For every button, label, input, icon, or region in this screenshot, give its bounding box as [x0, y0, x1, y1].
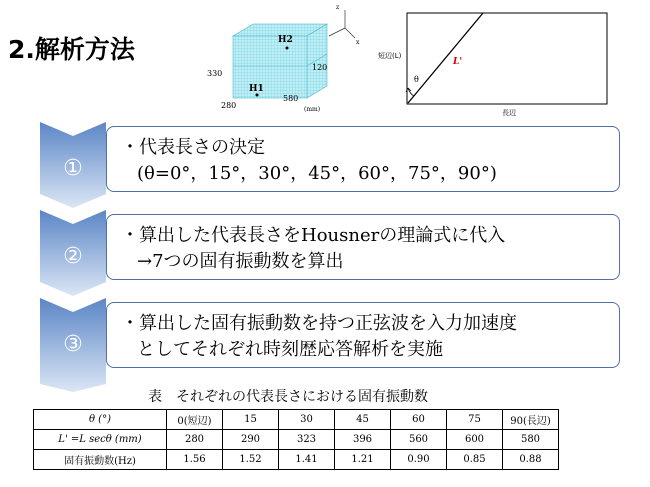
step-box-2 [106, 214, 620, 280]
step-2-line-2: →7つの固有振動数を算出 [137, 251, 344, 272]
step-number-1: ① [63, 156, 83, 181]
step-box-3 [106, 302, 620, 368]
table-cell: 0.85 [447, 450, 503, 470]
header-cell: 15 [223, 410, 279, 430]
axis-z-label: z [336, 4, 340, 11]
header-cell: 90(長辺) [503, 410, 559, 430]
table-cell: 1.41 [279, 450, 335, 470]
unit-label: (mm) [304, 106, 321, 113]
step-3-line-1: ・算出した固有振動数を持つ正弦波を入力加速度 [121, 313, 517, 334]
table-cell: 396 [335, 430, 391, 450]
header-cell: 30 [279, 410, 335, 430]
table-cell: 560 [391, 430, 447, 450]
point-h1-label: H1 [249, 84, 264, 94]
header-cell: 75 [447, 410, 503, 430]
dim-height-label: 330 [207, 69, 223, 78]
row-label: 固有振動数(Hz) [34, 450, 167, 470]
dim-depth-label: 280 [221, 101, 237, 110]
step-2-line-1: ・算出した代表長さをHousnerの理論式に代入 [121, 225, 506, 246]
step-3-line-2: としてそれぞれ時刻歴応答解析を実施 [137, 339, 443, 360]
header-cell: θ (°) [34, 410, 167, 430]
table-header-row [34, 410, 559, 430]
table-cell: 0.88 [503, 450, 559, 470]
angle-diagram [370, 0, 615, 122]
header-cell: 0(短辺) [167, 410, 223, 430]
point-h2-label: H2 [278, 35, 293, 45]
table-cell: 323 [279, 430, 335, 450]
table-cell: 0.90 [391, 450, 447, 470]
step-1-line-1: ・代表長さの決定 [121, 137, 265, 158]
table-cell: 280 [167, 430, 223, 450]
ylabel: 短辺(L) [378, 52, 402, 60]
tank-right-face [307, 24, 327, 98]
process-steps [40, 122, 625, 392]
axis-x-label: x [356, 39, 360, 46]
page-title: 2.解析方法 [8, 35, 135, 64]
table-cell: 600 [447, 430, 503, 450]
line-label: L' [453, 57, 463, 67]
step-number-3: ③ [63, 332, 83, 357]
table-caption: 表 それぞれの代表長さにおける固有振動数 [148, 389, 428, 405]
step-1-line-2: (θ=0°，15°，30°，45°，60°，75°，90°) [137, 163, 497, 184]
dim-width-label: 580 [283, 94, 299, 103]
angle-label: θ [414, 75, 419, 84]
step-box-1 [106, 126, 620, 192]
tank-mesh-figure [205, 0, 365, 122]
xlabel: 長辺 [502, 109, 516, 117]
table-row [34, 450, 559, 470]
table-cell: 1.56 [167, 450, 223, 470]
frequency-table [33, 409, 559, 470]
tank-front-face [233, 36, 307, 98]
header-cell: 60 [391, 410, 447, 430]
table-row [34, 430, 559, 450]
table-cell: 290 [223, 430, 279, 450]
step-number-2: ② [63, 244, 83, 269]
dim-upper-label: 120 [312, 63, 328, 72]
row-label: L' =L secθ (mm) [34, 430, 167, 450]
table-cell: 580 [503, 430, 559, 450]
header-cell: 45 [335, 410, 391, 430]
table-cell: 1.21 [335, 450, 391, 470]
table-cell: 1.52 [223, 450, 279, 470]
